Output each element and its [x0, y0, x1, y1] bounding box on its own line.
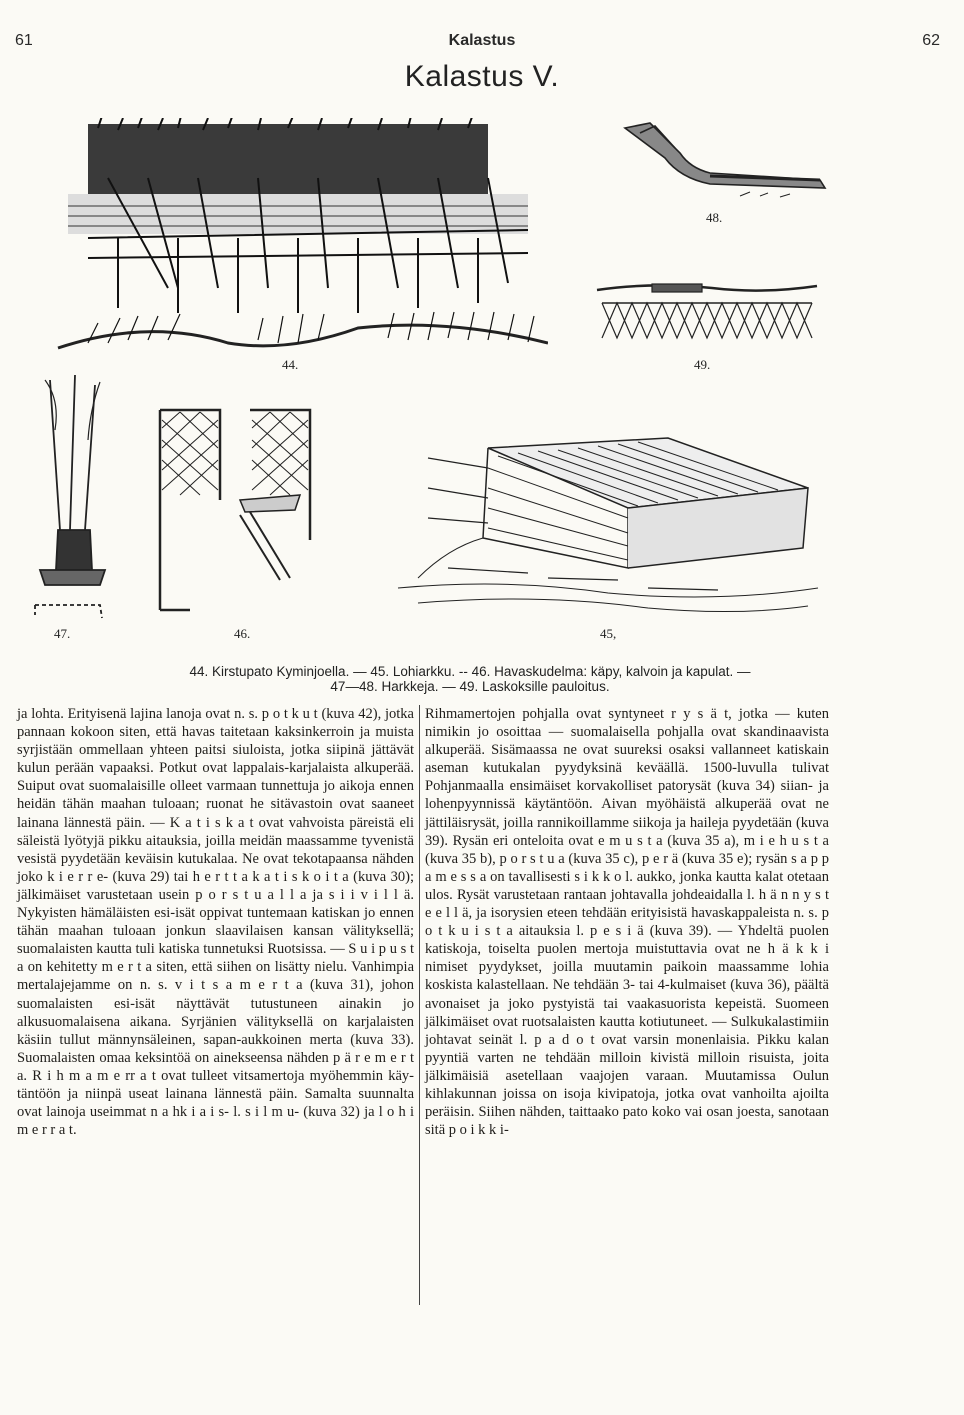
- column-right-paragraph: Rihmamertojen pohjalla ovat syntyneet r y s ä t, jotka — kuten nimikin jo osoittaa — suomalaisella pohjalla ovat skandinaavista alkuperää. Sisämaassa ne ovat suureksi osaksi vallanneet katiskain aseman kutukalan pyydyksinä keväällä. 1500-luvulla tulivat Pohjanmaalla ensimäiset korvakolliset patorysät (kuva 34) siian- ja lohenpyynnissä käytäntöön. Aivan myöhäistä alkuperää ovat ne jättiläisrysät, joilla rannikoillamme siikoja ja haileja pyydetään (kuva 39). Rysän eri onteloita ovat e m u s t a (kuva 35 a), m i e h u s t a (kuva 35 b), p o r s t u a (kuva 35 c), p e r ä (kuva 35 e); rysän s a p p a m e s s a on tavallisesti s i k k o l. aukko, jonka kautta kalat otetaan ulos. Rysät varustetaan rantaan johtavalla johdeaidalla l. h ä n n y s t e e l l ä, ja isorysien eteen tehdään erityisistä havaskappaleista n. s. p o t k u i s t a aitauksia l. p e s i ä (kuva 39). — Yhdeltä puolen katiskoja, toiselta puolen mertoja muistuttavia ovat ne h ä k k i nimiset pyydykset, joilla muutamin paikoin maassamme lohia koskista kalastellaan. Ne tehdään 3- tai 4-kulmaiset (kuva 36), päältä avonaiset ja joko pystyistä tai vaakasuorista kepeistä. Suomeen jälkimäiset ovat ruotsalaisten kautta kotiutuneet. — Sulkukalastimiin johtavat seinät l. p a d o t ovat varsin monenlaisia. Pikku kalan pyyntiä varten ne tehdään milloin kivistä milloin risuista, joita jälkimäisiä asetellaan vaajojen varaan. Muutamissa Oulun kihlakunnan joissa on isoja kivipatoja, jotka ovat vanhoilta ajoilta peräisin. Siihen nähden, taittaako pato koko vai osan joesta, sanotaan sitä p o i k k i-: [425, 706, 829, 1139]
- column-left-paragraph: ja lohta. Erityisenä lajina lanoja ovat n. s. p o t k u t (kuva 42), jotka pannaan kokoon siten, että havas taitetaan kaksinkerroin ja muista syrjistään ommellaan yhteen paitsi siuloista, jotka siipinä jättävät kulun perään vapaaksi. Potkut ovat lappalais-karjalaista alkuperää. Suiput ovat suomalaisille olleet varmaan tunnettuja jo aikoja ennen heidän tähän maahan tuloaan; ruonat he sitävastoin ovat saaneet lainana lännestä päin. — K a t i s k a t ovat vahvoista päreistä eli säleistä lyötyjä pikku aitauksia, joilla meidän maassamme tyvenistä vesistä pyydetään keväisin kutukalaa. Ne ovat tekotapaansa nähden joko k i e r r e- (kuva 29) tai h e r t t a k a t i s k o i t a (kuva 30); jälkimäiset varustetaan usein p o r s t u a l l a ja s i i v i l l ä. Nykyisten hämäläisten esi-isät oppivat tuntemaan katiskan jo ennen tähän maahan tuloaan jonkun slaavilaisen kansan välityksellä; suomalaisten kautta tuli katiska tunnetuksi Ruotsissa. — S u i p u s t a on kehitetty m e r t a siten, että siihen on lisätty nielu. Vanhimpia mertalajejamme on n. s. v i t s a m e r t a (kuva 31), johon suomalaisten esi-isät näyttävät tutustuneen ainakin jo alkusuomalaisena aikana. Syrjänien välityksellä on karjalaisten käsiin tullut männynsäleinen, sapan-aukkoinen merta (kuva 33). Suomalaisten omaa keksintöä on ainekseensa nähden p ä r e m e r t a. R i h m a m e rr a t ovat tulleet vitsamertoja myöhemmin käytäntöön ja niinpä useat lainana lännestä päin. Samalta suunnalta ovat lainoja useimmat n a hk i a i s- l. s i l m u- (kuva 32) ja l o h i m e r r a t.: [17, 706, 414, 1139]
- figure-49-label: 49.: [694, 357, 711, 372]
- figure-45-salmon-box-illustration: [388, 428, 828, 628]
- column-divider: [419, 705, 420, 1305]
- figure-46-net-frame-illustration: [150, 400, 320, 625]
- figure-caption: [30, 664, 910, 694]
- page-number-right: 62: [922, 32, 940, 49]
- figure-44-weir-illustration: [28, 118, 548, 358]
- figure-44-label: 44.: [282, 357, 299, 372]
- running-head: Kalastus: [448, 32, 516, 49]
- figure-46-label: 46.: [234, 626, 251, 641]
- caption-line-1: 44. Kirstupato Kyminjoella. — 45. Lohiarkku. -- 46. Havaskudelma: käpy, kalvoin ja kapulat. —: [189, 664, 751, 679]
- figure-48-illustration: [620, 118, 840, 208]
- figure-47-label: 47.: [54, 626, 71, 641]
- figure-48-label: 48.: [706, 210, 723, 225]
- page-number-left: 61: [15, 32, 33, 49]
- figure-49-net-illustration: [592, 278, 822, 348]
- caption-line-2: 47—48. Harkkeja. — 49. Laskoksille pauloitus.: [330, 679, 610, 694]
- figure-45-label: 45,: [600, 626, 617, 641]
- text-column-right: [425, 705, 829, 1139]
- text-column-left: [17, 705, 414, 1139]
- figure-47-illustration: [30, 370, 120, 620]
- plate-title: Kalastus V.: [404, 60, 560, 93]
